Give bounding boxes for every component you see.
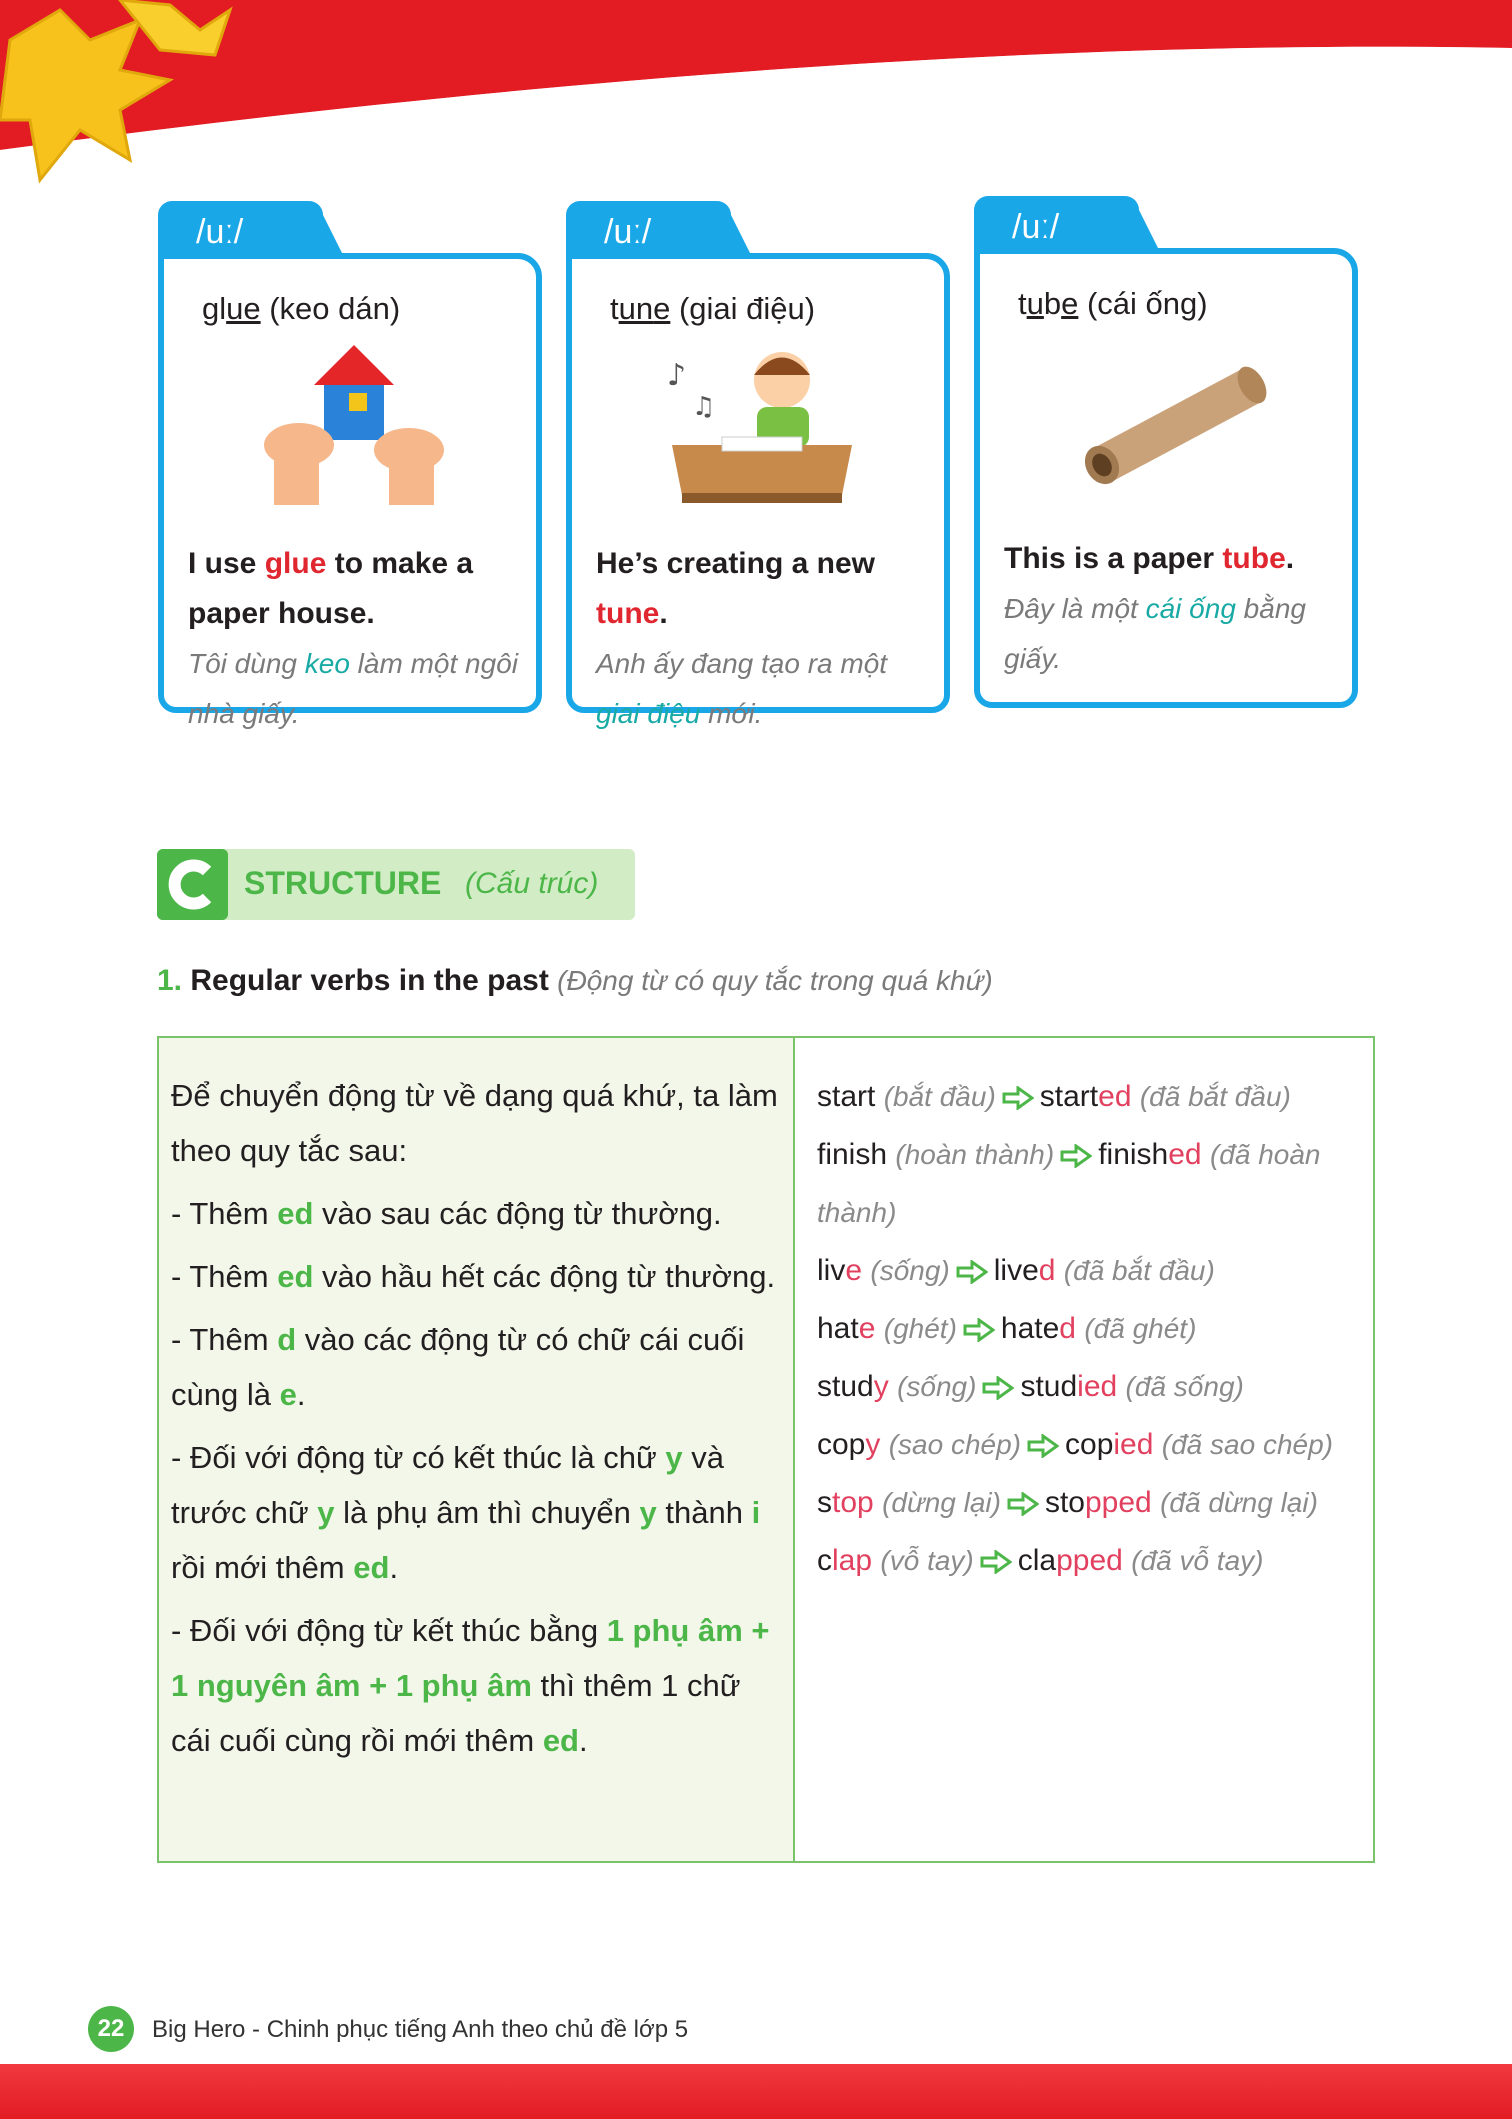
verb-row: stop (dừng lại) stopped (đã dừng lại) xyxy=(817,1486,1318,1519)
svg-text:♪: ♪ xyxy=(667,358,687,393)
bottom-red-banner xyxy=(0,2064,1512,2119)
arrow-right-icon xyxy=(963,1318,995,1342)
svg-text:♫: ♫ xyxy=(692,392,716,422)
arrow-right-icon xyxy=(980,1550,1012,1574)
rule-item: - Thêm ed vào hầu hết các động từ thường. xyxy=(171,1259,776,1294)
rule-item: - Đối với động từ có kết thúc là chữ y và trước chữ y là phụ âm thì chuyển y thành i rồi mới thêm ed. xyxy=(171,1440,761,1585)
rule-item: - Thêm d vào các động từ có chữ cái cuối cùng là e. xyxy=(171,1322,745,1412)
phoneme-tab: /uː/ xyxy=(974,196,1139,258)
vocab-card-tune xyxy=(566,201,950,729)
arrow-right-icon xyxy=(982,1376,1014,1400)
arrow-right-icon xyxy=(1002,1086,1034,1110)
example-vietnamese: Anh ấy đang tạo ra một giai điệu mới. xyxy=(596,648,888,729)
vocab-card-glue xyxy=(158,201,542,729)
example-english: He’s creating a new tune. xyxy=(596,547,875,630)
card-body xyxy=(974,248,1358,708)
arrow-right-icon xyxy=(1060,1144,1092,1168)
card-word: tube (cái ống) xyxy=(1018,286,1208,321)
arrow-right-icon xyxy=(1027,1434,1059,1458)
structure-header xyxy=(157,849,635,920)
arrow-right-icon xyxy=(956,1260,988,1284)
boy-composing-music-image xyxy=(662,345,862,505)
verb-rules-table xyxy=(157,1036,1375,1863)
verb-row: start (bắt đầu) started (đã bắt đầu) xyxy=(817,1080,1291,1113)
example-english: This is a paper tube. xyxy=(1004,542,1295,575)
card-word: glue (keo dán) xyxy=(202,291,401,326)
verb-row: live (sống) lived (đã bắt đầu) xyxy=(817,1254,1215,1287)
yellow-leaf-icon xyxy=(0,0,240,190)
verb-examples-column xyxy=(795,1038,1375,1861)
rule-item: - Đối với động từ kết thúc bằng 1 phụ âm + 1 nguyên âm + 1 phụ âm thì thêm 1 chữ cái cuối cùng rồi mới thêm ed. xyxy=(171,1613,770,1758)
section-heading: 1. Regular verbs in the past (Động từ có quy tắc trong quá khứ) xyxy=(157,964,993,997)
example-vietnamese: Đây là một cái ống bằng giấy. xyxy=(1004,593,1306,674)
verb-row: hate (ghét) hated (đã ghét) xyxy=(817,1312,1197,1345)
page-number: 22 xyxy=(88,2006,134,2052)
paper-tube-image xyxy=(1070,340,1270,500)
card-word: tune (giai điệu) xyxy=(610,291,816,326)
vocab-card-tube xyxy=(974,196,1358,708)
verb-row: finish (hoàn thành) finished (đã hoàn thành) xyxy=(817,1138,1321,1228)
phoneme-tab: /uː/ xyxy=(566,201,731,263)
rule-intro: Để chuyển động từ về dạng quá khứ, ta làm theo quy tắc sau: xyxy=(171,1078,778,1168)
verb-row: clap (vỗ tay) clapped (đã vỗ tay) xyxy=(817,1544,1264,1577)
book-title: Big Hero - Chinh phục tiếng Anh theo chủ đề lớp 5 xyxy=(152,2016,689,2043)
example-vietnamese: Tôi dùng keo làm một ngôi nhà giấy. xyxy=(188,648,518,729)
card-body xyxy=(158,253,542,729)
structure-title: STRUCTURE xyxy=(244,865,442,901)
structure-subtitle: (Cấu trúc) xyxy=(465,867,599,900)
card-body xyxy=(566,253,950,729)
rule-item: - Thêm ed vào sau các động từ thường. xyxy=(171,1196,722,1231)
verb-row: study (sống) studied (đã sống) xyxy=(817,1370,1244,1403)
example-english: I use glue to make a paper house. xyxy=(188,547,474,630)
glue-craft-image xyxy=(254,345,454,505)
rules-column xyxy=(159,1038,795,1861)
letter-c-badge xyxy=(157,849,228,920)
phoneme-tab: /uː/ xyxy=(158,201,323,263)
arrow-right-icon xyxy=(1007,1492,1039,1516)
verb-row: copy (sao chép) copied (đã sao chép) xyxy=(817,1428,1333,1461)
